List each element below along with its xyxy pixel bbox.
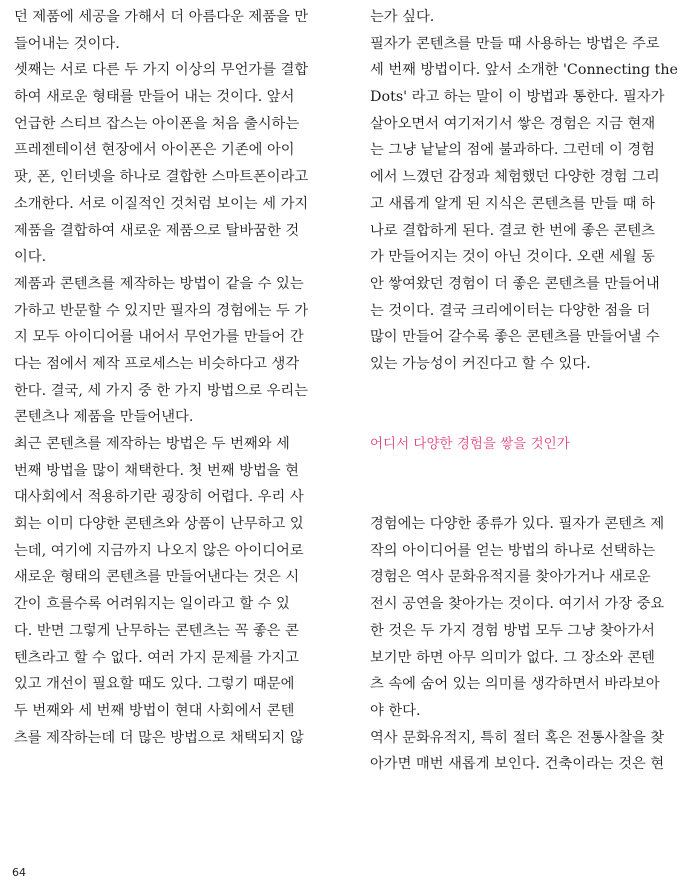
text-line: 던 제품에 세공을 가해서 더 아름다운 제품을 만 <box>14 9 309 25</box>
text-line: 에서 느꼈던 감정과 체험했던 다양한 경험 그리 <box>370 169 660 186</box>
text-line: 전시 공연을 찾아가는 것이다. 여기서 가장 중요 <box>370 596 665 613</box>
text-line: 최근 콘텐츠를 제작하는 방법은 두 번째와 세 <box>14 436 290 452</box>
right-column <box>370 4 682 778</box>
text-line: 새로운 형태의 콘텐츠를 만들어낸다는 것은 시 <box>14 569 300 586</box>
right-column-bottom-text <box>370 511 682 778</box>
left-column <box>14 4 322 751</box>
text-line: 경험은 역사 문화유적지를 찾아가거나 새로운 <box>370 569 651 586</box>
text-line: 소개한다. 서로 이질적인 것처럼 보이는 세 가지 <box>14 195 309 212</box>
right-column-top-text <box>370 4 682 378</box>
section-heading: 어디서 다양한 경험을 쌓을 것인가 <box>370 436 570 452</box>
text-line: 아가면 매번 새롭게 보인다. 건축이라는 것은 현 <box>370 756 665 773</box>
text-line: 팟, 폰, 인터넷을 하나로 결합한 스마트폰이라고 <box>14 169 309 186</box>
text-line: 셋째는 서로 다른 두 가지 이상의 무언가를 결합 <box>14 62 309 79</box>
text-line: 한다. 결국, 세 가지 중 한 가지 방법으로 우리는 <box>14 382 309 399</box>
text-line: 는데, 여기에 지금까지 나오지 않은 아이디어로 <box>14 542 304 559</box>
text-line: 츠를 제작하는데 더 많은 방법으로 채택되지 않 <box>14 729 304 746</box>
text-line: 다. 반면 그렇게 난무하는 콘텐츠는 꼭 좋은 콘 <box>14 622 299 639</box>
text-line: 야 한다. <box>370 702 421 719</box>
text-line: 콘텐츠나 제품을 만들어낸다. <box>14 409 194 426</box>
text-line: 있는 가능성이 커진다고 할 수 있다. <box>370 355 591 372</box>
text-line: 지 모두 아이디어를 내어서 무언가를 만들어 간 <box>14 329 304 346</box>
text-line: 이다. <box>14 249 47 266</box>
text-line: 많이 만들어 갈수록 좋은 콘텐츠를 만들어낼 수 <box>370 329 660 346</box>
text-line: 하여 새로운 형태를 만들어 내는 것이다. 앞서 <box>14 89 295 106</box>
text-line: 역사 문화유적지, 특히 절터 혹은 전통사찰을 찾 <box>370 729 665 746</box>
text-line: 두 번째와 세 번째 방법이 현대 사회에서 콘텐 <box>14 702 295 719</box>
text-line: 있고 개선이 필요할 때도 있다. 그렇기 때문에 <box>14 676 295 693</box>
text-line: 번째 방법을 많이 채택한다. 첫 번째 방법을 현 <box>14 462 299 479</box>
text-line: 는가 싶다. <box>370 9 435 25</box>
text-line: 다는 점에서 제작 프로세스는 비슷하다고 생각 <box>14 355 300 372</box>
text-line: 살아오면서 여기저기서 쌓은 경험은 지금 현재 <box>370 115 656 132</box>
page-number: 64 <box>12 866 26 879</box>
text-line: 나로 결합하게 된다. 결코 한 번에 좋은 콘텐츠 <box>370 222 655 239</box>
text-line: 텐츠라고 할 수 없다. 여러 가지 문제를 가지고 <box>14 649 299 666</box>
text-line: 경험에는 다양한 종류가 있다. 필자가 콘텐츠 제 <box>370 516 665 533</box>
text-line: 한 것은 두 가지 경험 방법 모두 그냥 찾아가서 <box>370 622 655 639</box>
text-line: 보기만 하면 아무 의미가 없다. 그 장소와 콘텐 <box>370 649 655 666</box>
text-line: 들어내는 것이다. <box>14 35 120 52</box>
text-line: 작의 아이디어를 얻는 방법의 하나로 선택하는 <box>370 542 656 559</box>
text-line: 안 쌓여왔던 경험이 더 좋은 콘텐츠를 만들어내 <box>370 275 660 292</box>
text-line: 필자가 콘텐츠를 만들 때 사용하는 방법은 주로 <box>370 35 660 52</box>
text-line: 간이 흐를수록 어려워지는 일이라고 할 수 있 <box>14 596 290 613</box>
text-line: 언급한 스티브 잡스는 아이폰을 처음 출시하는 <box>14 115 300 132</box>
text-line: 는 그냥 낱낱의 점에 불과하다. 그런데 이 경험 <box>370 142 655 159</box>
text-line: 츠 속에 숨어 있는 의미를 생각하면서 바라보아 <box>370 676 660 693</box>
text-line: 고 새롭게 알게 된 지식은 콘텐츠를 만들 때 하 <box>370 195 655 212</box>
text-line: 세 번째 방법이다. 앞서 소개한 'Connecting the <box>370 62 678 79</box>
text-line: 는 것이다. 결국 크리에이터는 다양한 점을 더 <box>370 302 651 319</box>
text-line: 대사회에서 적용하기란 굉장히 어렵다. 우리 사 <box>14 489 304 506</box>
text-line: 제품을 결합하여 새로운 제품으로 탈바꿈한 것 <box>14 222 300 239</box>
text-line: Dots' 라고 하는 말이 이 방법과 통한다. 필자가 <box>370 89 665 106</box>
text-line: 가하고 반문할 수 있지만 필자의 경험에는 두 가 <box>14 302 309 319</box>
text-line: 제품과 콘텐츠를 제작하는 방법이 같을 수 있는 <box>14 275 304 292</box>
text-line: 프레젠테이션 현장에서 아이폰은 기존에 아이 <box>14 142 295 159</box>
text-line: 회는 이미 다양한 콘텐츠와 상품이 난무하고 있 <box>14 516 304 533</box>
text-line: 가 만들어지는 것이 아닌 것이다. 오랜 세월 동 <box>370 249 655 266</box>
